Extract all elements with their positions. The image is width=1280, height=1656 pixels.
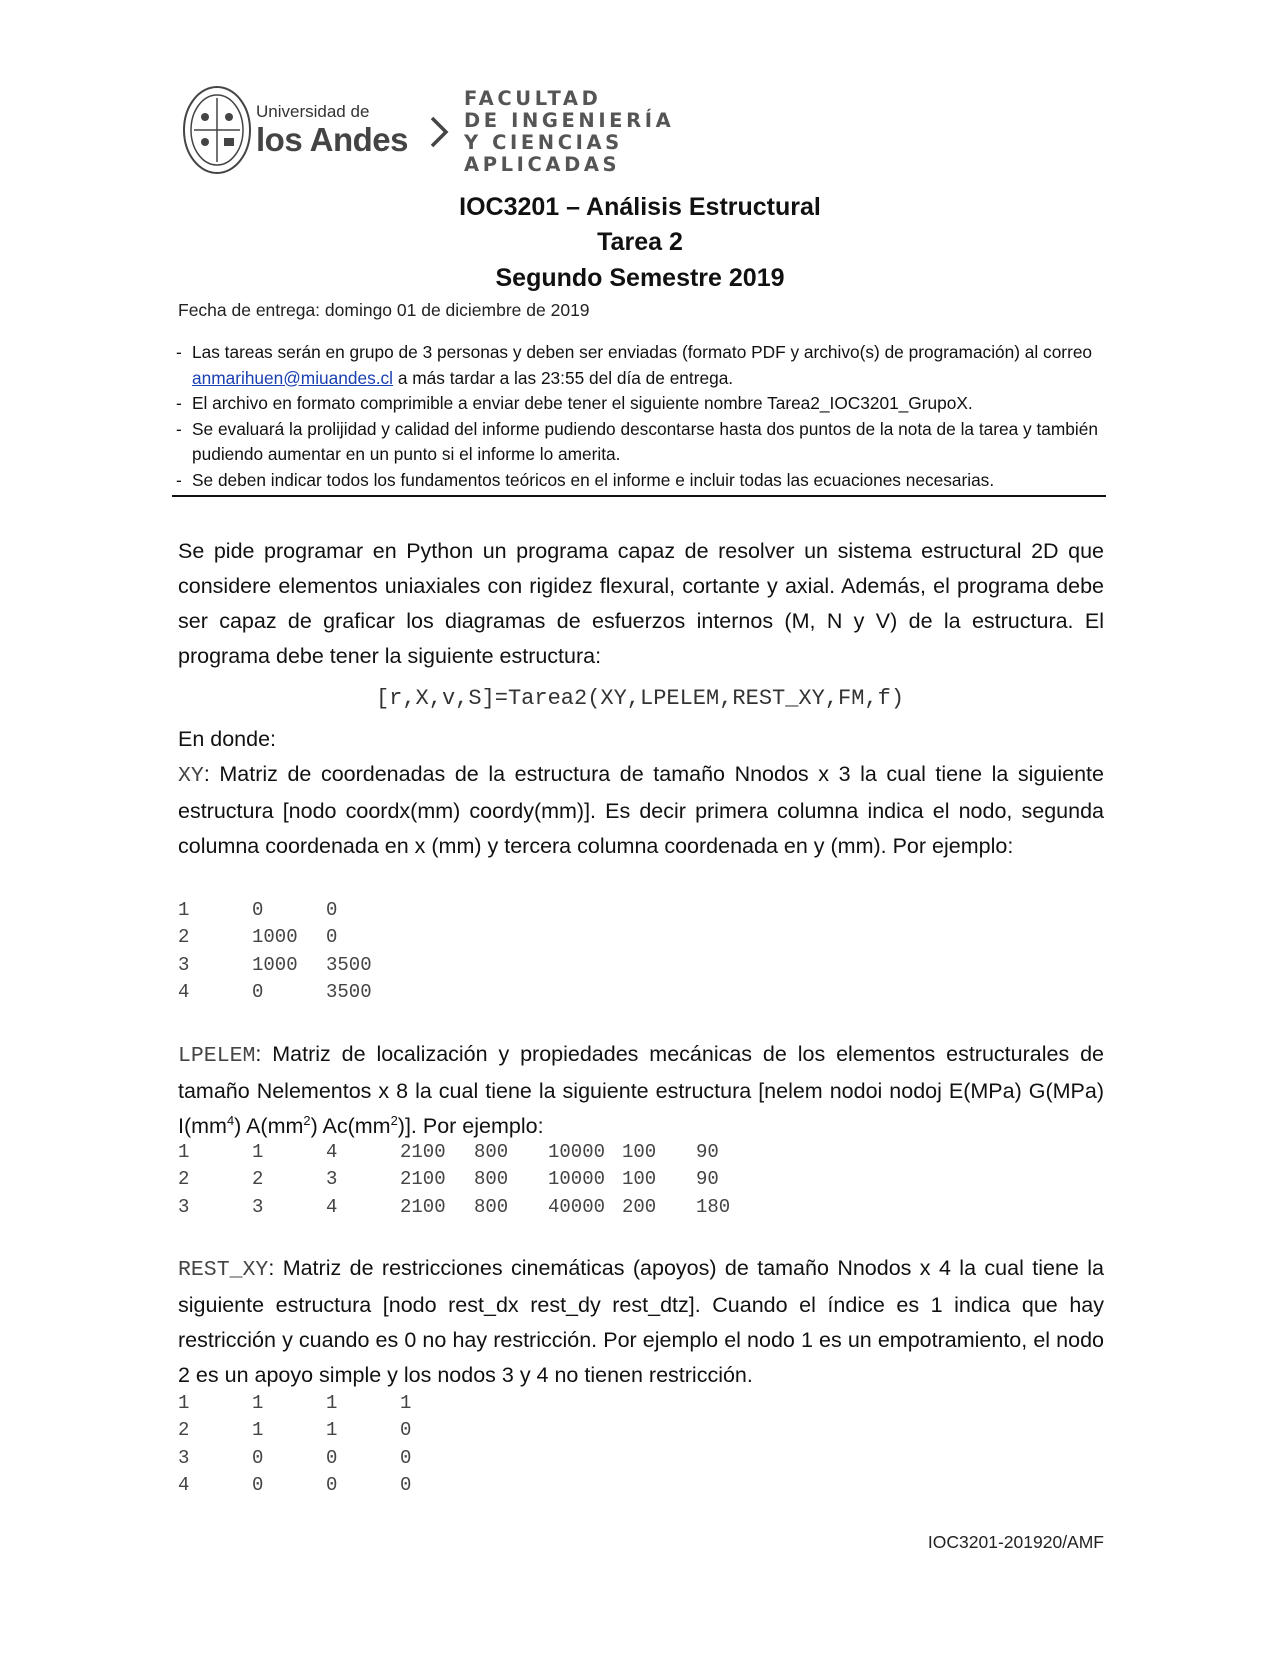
page-footer: IOC3201-201920/AMF bbox=[927, 1532, 1104, 1552]
rest-description: REST_XY: Matriz de restricciones cinemáticas (apoyos) de tamaño Nnodos x 4 la cual tiene la siguiente estructura [nodo rest_dx rest_dy rest_dtz]. Cuando el índice es 1 indica que hay restricción y cuando es 0 no hay restricción. Por ejemplo el nodo 1 es un empotramiento, el nodo 2 es un apoyo simple y los nodos 3 y 4 no tienen restricción. bbox=[178, 1256, 1104, 1387]
email-link[interactable]: anmarihuen@miuandes.cl bbox=[192, 367, 394, 388]
function-signature: [r,X,v,S]=Tarea2(XY,LPELEM,REST_XY,FM,f) bbox=[375, 686, 905, 711]
university-seal-icon bbox=[182, 84, 252, 176]
chevron-right-icon bbox=[428, 114, 450, 150]
university-name: los Andes bbox=[256, 121, 408, 158]
university-name-small: Universidad de bbox=[256, 102, 370, 121]
faculty-name: FACULTAD DE INGENIERÍA Y CIENCIAS APLICADAS bbox=[464, 87, 675, 176]
course-title: IOC3201 – Análisis Estructural bbox=[459, 193, 821, 221]
intro-paragraph: Se pide programar en Python un programa capaz de resolver un sistema estructural 2D que considere elementos uniaxiales con rigidez flexural, cortante y axial. Además, el programa debe ser capaz de graficar los diagramas de esfuerzos internos (M, N y V) de la estructura. El programa debe tener la siguiente estructura: bbox=[178, 539, 1104, 668]
due-date: Fecha de entrega: domingo 01 de diciembre de 2019 bbox=[178, 300, 590, 320]
xy-name: XY bbox=[178, 764, 204, 788]
list-item: - Se deben indicar todos los fundamentos teóricos en el informe e incluir todas las ecuaciones necesarias. bbox=[176, 469, 995, 490]
university-header bbox=[182, 84, 702, 180]
list-item: - El archivo en formato comprimible a enviar debe tener el siguiente nombre Tarea2_IOC3201_GrupoX. bbox=[176, 393, 973, 413]
en-donde-label: En donde: bbox=[178, 727, 277, 751]
assignment-title: Tarea 2 bbox=[597, 228, 683, 256]
lpelem-description: LPELEM: Matriz de localización y propiedades mecánicas de los elementos estructurales de tamaño Nelementos x 8 la cual tiene la siguiente estructura [nelem nodoi nodoj E(MPa) G(MPa) $I(mm^4)$ $A(mm^2)$ $Ac(mm^2)$]. Por ejemplo: bbox=[178, 1042, 1104, 1138]
lpelem-name: LPELEM bbox=[178, 1044, 256, 1068]
divider bbox=[172, 495, 1106, 497]
semester-title: Segundo Semestre 2019 bbox=[495, 264, 785, 292]
list-item: - Se evaluará la prolijidad y calidad del informe pudiendo descontarse hasta dos puntos de la nota de la tarea y también pudiendo aumentar en un punto si el informe lo amerita. bbox=[176, 418, 1098, 464]
xy-description: En donde: XY: Matriz de coordenadas de la estructura de tamaño Nnodos x 3 la cual tiene la siguiente estructura [nodo coordx(mm) coordy(mm)]. Es decir primera columna indica el nodo, segunda columna coordenada en x (mm) y tercera columna coordenada en y (mm). Por ejemplo: bbox=[178, 722, 1104, 864]
rules-list bbox=[176, 340, 1106, 493]
rest-name: REST_XY bbox=[178, 1258, 269, 1282]
list-item: - Las tareas serán en grupo de 3 personas y deben ser enviadas (formato PDF y archivo(s) de programación) al correo anmarihuen@miuandes.cl a más tardar a las 23:55 del día de entrega. bbox=[176, 342, 1093, 388]
